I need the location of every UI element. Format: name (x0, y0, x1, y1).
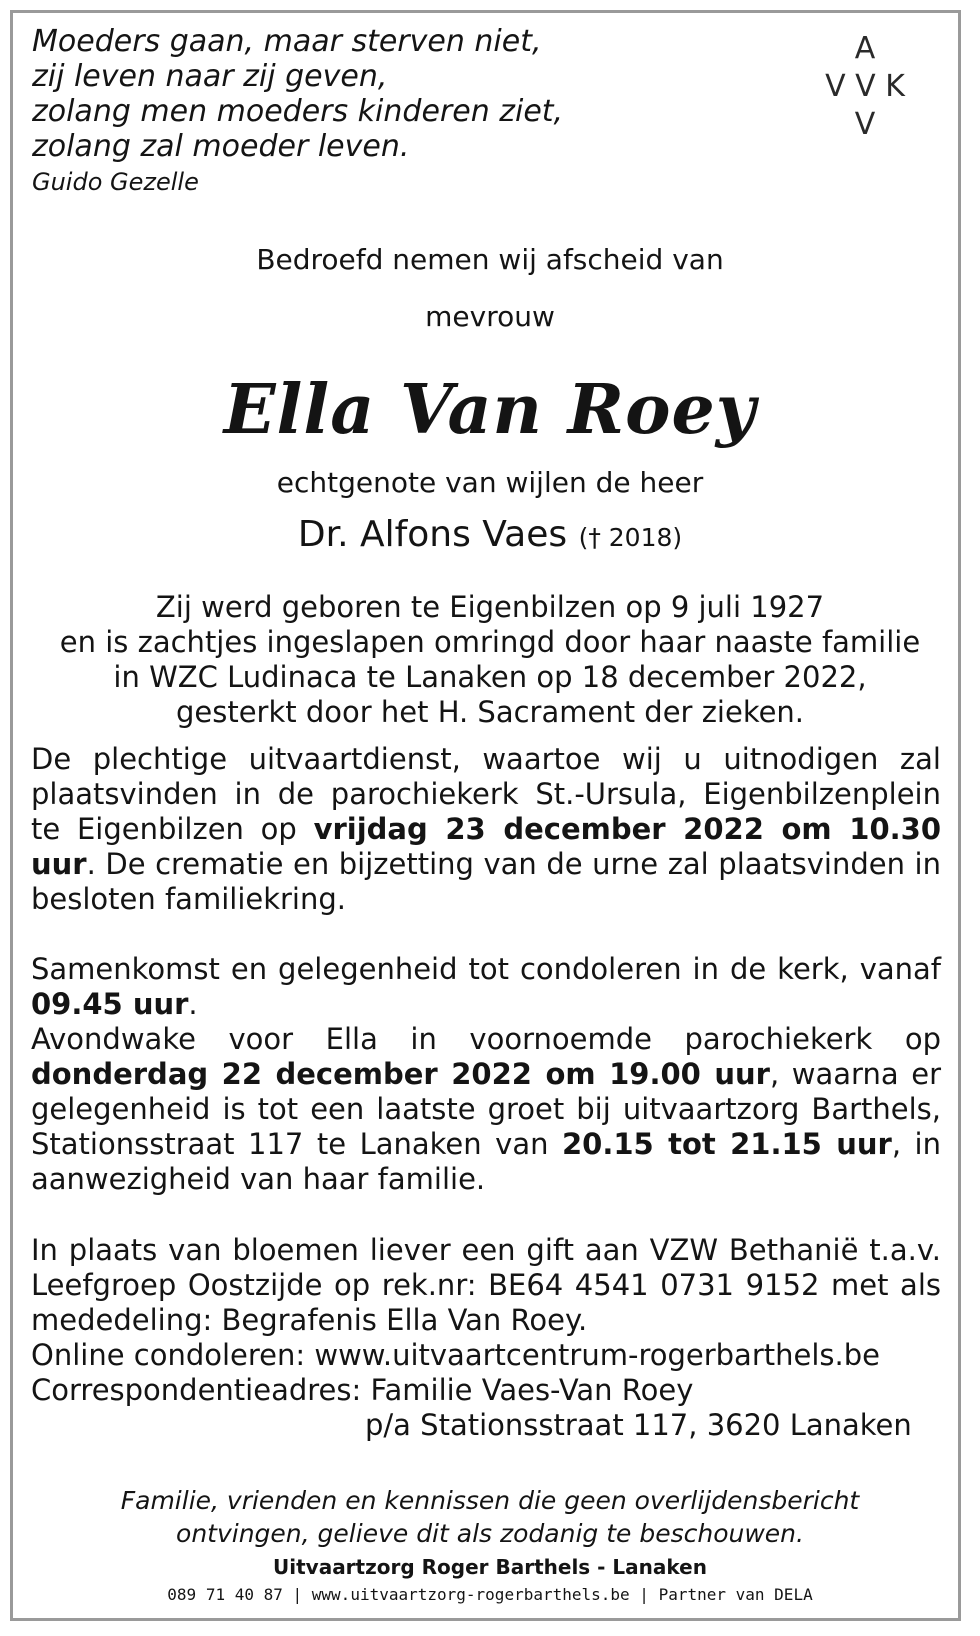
donation-paragraph: In plaats van bloemen liever een gift aan VZW Bethanië t.a.v. Leefgroep Oostzijde op rek.nr: BE64 4541 0731 9152 met als mededeling: Begrafenis Ella Van Roey. (31, 1233, 941, 1337)
wake-text: , in aanwezigheid van haar familie. (31, 1127, 941, 1196)
service-datetime: vrijdag 23 december 2022 om 10.30 uur (31, 812, 941, 881)
wake-text: , waarna er gelegenheid is tot een laatste groet bij uitvaartzorg Barthels, Stationsstraat 117 te Lanaken van (31, 1057, 941, 1161)
phone-number: 089 71 40 87 (167, 1585, 283, 1604)
spouse-death: († 2018) (578, 523, 683, 552)
honorific: mevrouw (425, 300, 555, 333)
correspondence-address: Correspondentieadres: Familie Vaes-Van Roey (31, 1373, 694, 1407)
service-text: . De crematie en bijzetting van de urne zal plaatsvinden in besloten familiekring. (31, 847, 941, 916)
notice-note (0, 1484, 980, 1550)
correspondence-street: p/a Stationsstraat 117, 3620 Lanaken (365, 1408, 912, 1442)
avvkv-row: A (854, 31, 876, 66)
poem-line: zij leven naar zij geven, (32, 59, 388, 94)
avvkv-row: V (854, 107, 876, 142)
info-line: gesterkt door het H. Sacrament der zieken. (175, 695, 805, 729)
avvkv-row: V V K (825, 69, 905, 104)
service-text: De plechtige uitvaartdienst, waartoe wij u uitnodigen zal plaatsvinden in de parochiekerk St.-Ursula, Eigenbilzenplein te Eigenbilzen op (31, 742, 941, 846)
spouse-name: Dr. Alfons Vaes (297, 514, 568, 555)
info-line: en is zachtjes ingeslapen omringd door haar naaste familie (59, 625, 921, 659)
gathering-text: . (188, 987, 198, 1021)
birth-death-info (0, 590, 980, 730)
gathering-time: 09.45 uur (31, 987, 189, 1021)
poem-line: zolang zal moeder leven. (32, 129, 410, 164)
note-line: ontvingen, gelieve dit als zodanig te beschouwen. (176, 1519, 804, 1548)
wake-text: Avondwake voor Ella in voornoemde parochiekerk op (31, 1022, 941, 1056)
gathering-text: Samenkomst en gelegenheid tot condoleren in de kerk, vanaf (31, 952, 941, 986)
funeral-home-contact (0, 1585, 980, 1604)
wake-datetime: donderdag 22 december 2022 om 19.00 uur (31, 1057, 770, 1091)
gathering-paragraph (31, 952, 941, 1022)
spouse-line (0, 514, 980, 555)
online-condolence: Online condoleren: www.uitvaartcentrum-rogerbarthels.be (31, 1338, 880, 1372)
contact-block (31, 1338, 941, 1443)
avvkv-symbol (820, 30, 910, 144)
funeral-service-paragraph (31, 742, 941, 917)
poem (32, 24, 563, 164)
separator: | (282, 1585, 312, 1604)
website-link: www.uitvaartzorg-rogerbarthels.be (311, 1585, 630, 1604)
intro-text: Bedroefd nemen wij afscheid van (256, 243, 724, 276)
partner-text: Partner van DELA (658, 1585, 813, 1604)
poem-line: Moeders gaan, maar sterven niet, (32, 24, 542, 59)
visitation-time: 20.15 tot 21.15 uur (561, 1127, 892, 1161)
deceased-name: Ella Van Roey (223, 370, 757, 450)
poem-line: zolang men moeders kinderen ziet, (32, 94, 564, 129)
info-line: in WZC Ludinaca te Lanaken op 18 december 2022, (113, 660, 867, 694)
spouse-intro: echtgenote van wijlen de heer (276, 466, 704, 499)
note-line: Familie, vrienden en kennissen die geen overlijdensbericht (120, 1486, 860, 1515)
info-line: Zij werd geboren te Eigenbilzen op 9 juli 1927 (155, 590, 825, 624)
poem-author: Guido Gezelle (32, 168, 199, 196)
separator: | (629, 1585, 659, 1604)
funeral-home-name: Uitvaartzorg Roger Barthels - Lanaken (273, 1555, 707, 1579)
wake-paragraph (31, 1022, 941, 1197)
